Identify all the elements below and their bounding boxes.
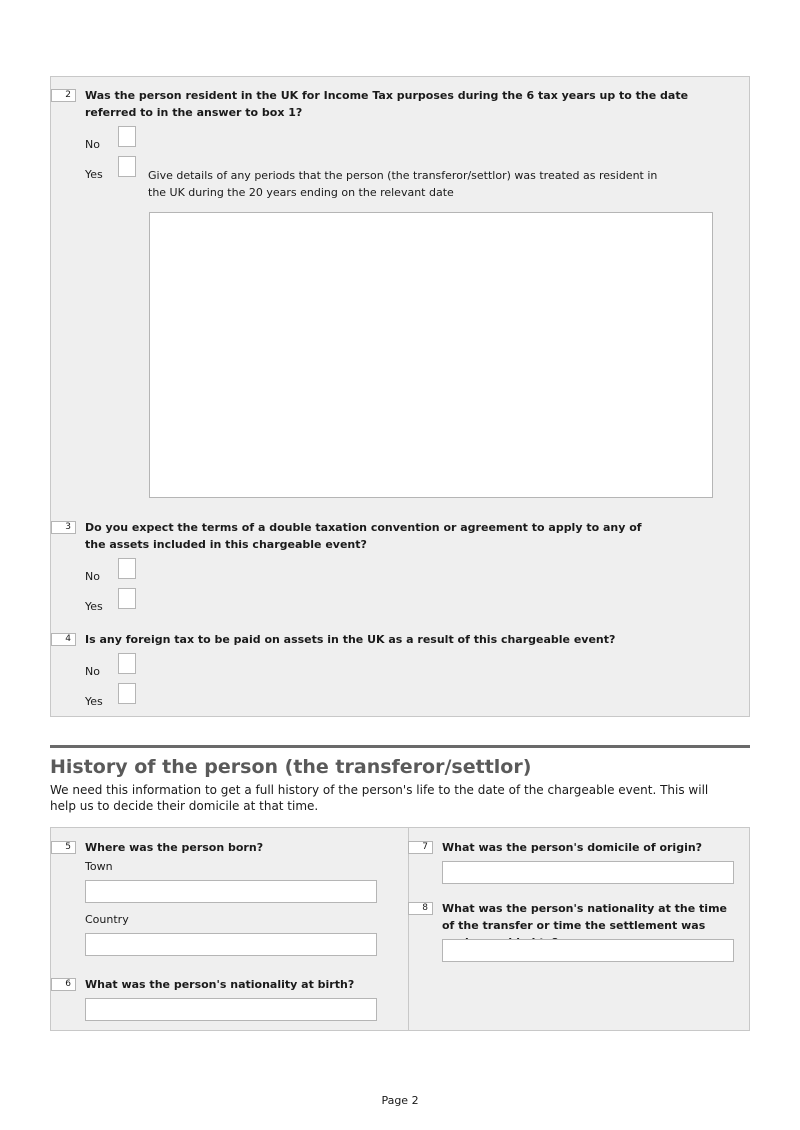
q4-yes-checkbox[interactable] [118,683,136,704]
column-separator [408,828,409,1031]
q2-details-prompt: Give details of any periods that the person (the transferor/settlor) was treated as resident in the UK during the 20 years ending on the relevant date [148,169,658,199]
q8-number: 8 [408,902,433,915]
q3-yes-label: Yes [85,600,103,613]
q6-nationality-input[interactable] [85,998,377,1021]
q4-number: 4 [51,633,76,646]
q4-question: Is any foreign tax to be paid on assets in the UK as a result of this chargeable event? [85,633,616,646]
residence-questions-panel [50,76,750,717]
q4-no-label: No [85,665,100,678]
history-section-intro: We need this information to get a full history of the person's life to the date of the chargeable event. This will help us to decide their domicile at that time. [50,783,709,813]
q2-no-label: No [85,138,100,151]
q3-no-label: No [85,570,100,583]
q5-country-input[interactable] [85,933,377,956]
q3-question: Do you expect the terms of a double taxation convention or agreement to apply to any of the assets included in this chargeable event? [85,521,642,551]
history-section-title: History of the person (the transferor/settlor) [50,756,532,778]
q5-town-input[interactable] [85,880,377,903]
q5-town-label: Town [85,860,113,873]
q5-question: Where was the person born? [85,841,264,854]
q3-yes-checkbox[interactable] [118,588,136,609]
q5-country-label: Country [85,913,129,926]
q6-number: 6 [51,978,76,991]
section-divider [50,745,750,748]
q8-nationality-input[interactable] [442,939,734,962]
q3-no-checkbox[interactable] [118,558,136,579]
q2-question: Was the person resident in the UK for Income Tax purposes during the 6 tax years up to the date referred to in the answer to box 1? [85,89,689,119]
q8-question: What was the person's nationality at the time of the transfer or time the settlement was [442,902,727,932]
q6-question: What was the person's nationality at birth? [85,978,355,991]
page-number: Page 2 [381,1094,419,1107]
q2-number: 2 [51,89,76,102]
q3-number: 3 [51,521,76,534]
q5-number: 5 [51,841,76,854]
q7-domicile-input[interactable] [442,861,734,884]
q7-question: What was the person's domicile of origin? [442,841,703,854]
q7-number: 7 [408,841,433,854]
q4-yes-label: Yes [85,695,103,708]
history-questions-panel [50,827,750,1031]
q4-no-checkbox[interactable] [118,653,136,674]
q2-yes-label: Yes [85,168,103,181]
q2-details-textarea[interactable] [149,212,713,498]
q2-yes-checkbox[interactable] [118,156,136,177]
q2-no-checkbox[interactable] [118,126,136,147]
